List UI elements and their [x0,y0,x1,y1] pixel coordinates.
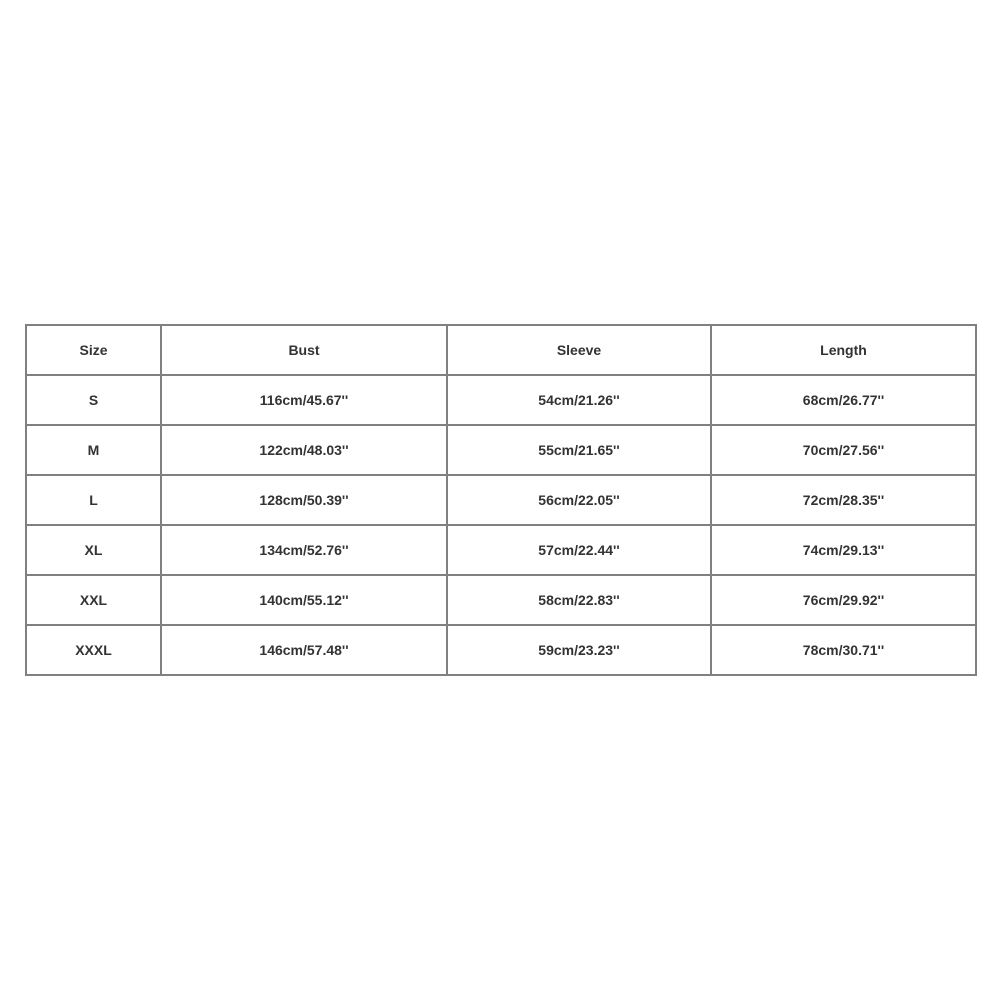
length-cell: 76cm/29.92'' [711,575,976,625]
header-bust: Bust [161,325,447,375]
length-cell: 78cm/30.71'' [711,625,976,675]
bust-cell: 116cm/45.67'' [161,375,447,425]
table-row [26,625,976,675]
length-cell: 74cm/29.13'' [711,525,976,575]
table-row [26,525,976,575]
size-cell: S [26,375,161,425]
table-row [26,375,976,425]
size-cell: XXXL [26,625,161,675]
sleeve-cell: 59cm/23.23'' [447,625,711,675]
header-length: Length [711,325,976,375]
bust-cell: 146cm/57.48'' [161,625,447,675]
bust-cell: 122cm/48.03'' [161,425,447,475]
table-row [26,575,976,625]
bust-cell: 128cm/50.39'' [161,475,447,525]
length-cell: 68cm/26.77'' [711,375,976,425]
bust-cell: 140cm/55.12'' [161,575,447,625]
header-size: Size [26,325,161,375]
sleeve-cell: 56cm/22.05'' [447,475,711,525]
table-row [26,425,976,475]
header-sleeve: Sleeve [447,325,711,375]
size-chart-table [25,324,977,676]
size-cell: XL [26,525,161,575]
sleeve-cell: 57cm/22.44'' [447,525,711,575]
table-header-row [26,325,976,375]
size-cell: XXL [26,575,161,625]
length-cell: 70cm/27.56'' [711,425,976,475]
bust-cell: 134cm/52.76'' [161,525,447,575]
table-row [26,475,976,525]
sleeve-cell: 54cm/21.26'' [447,375,711,425]
size-cell: L [26,475,161,525]
length-cell: 72cm/28.35'' [711,475,976,525]
size-cell: M [26,425,161,475]
sleeve-cell: 55cm/21.65'' [447,425,711,475]
sleeve-cell: 58cm/22.83'' [447,575,711,625]
